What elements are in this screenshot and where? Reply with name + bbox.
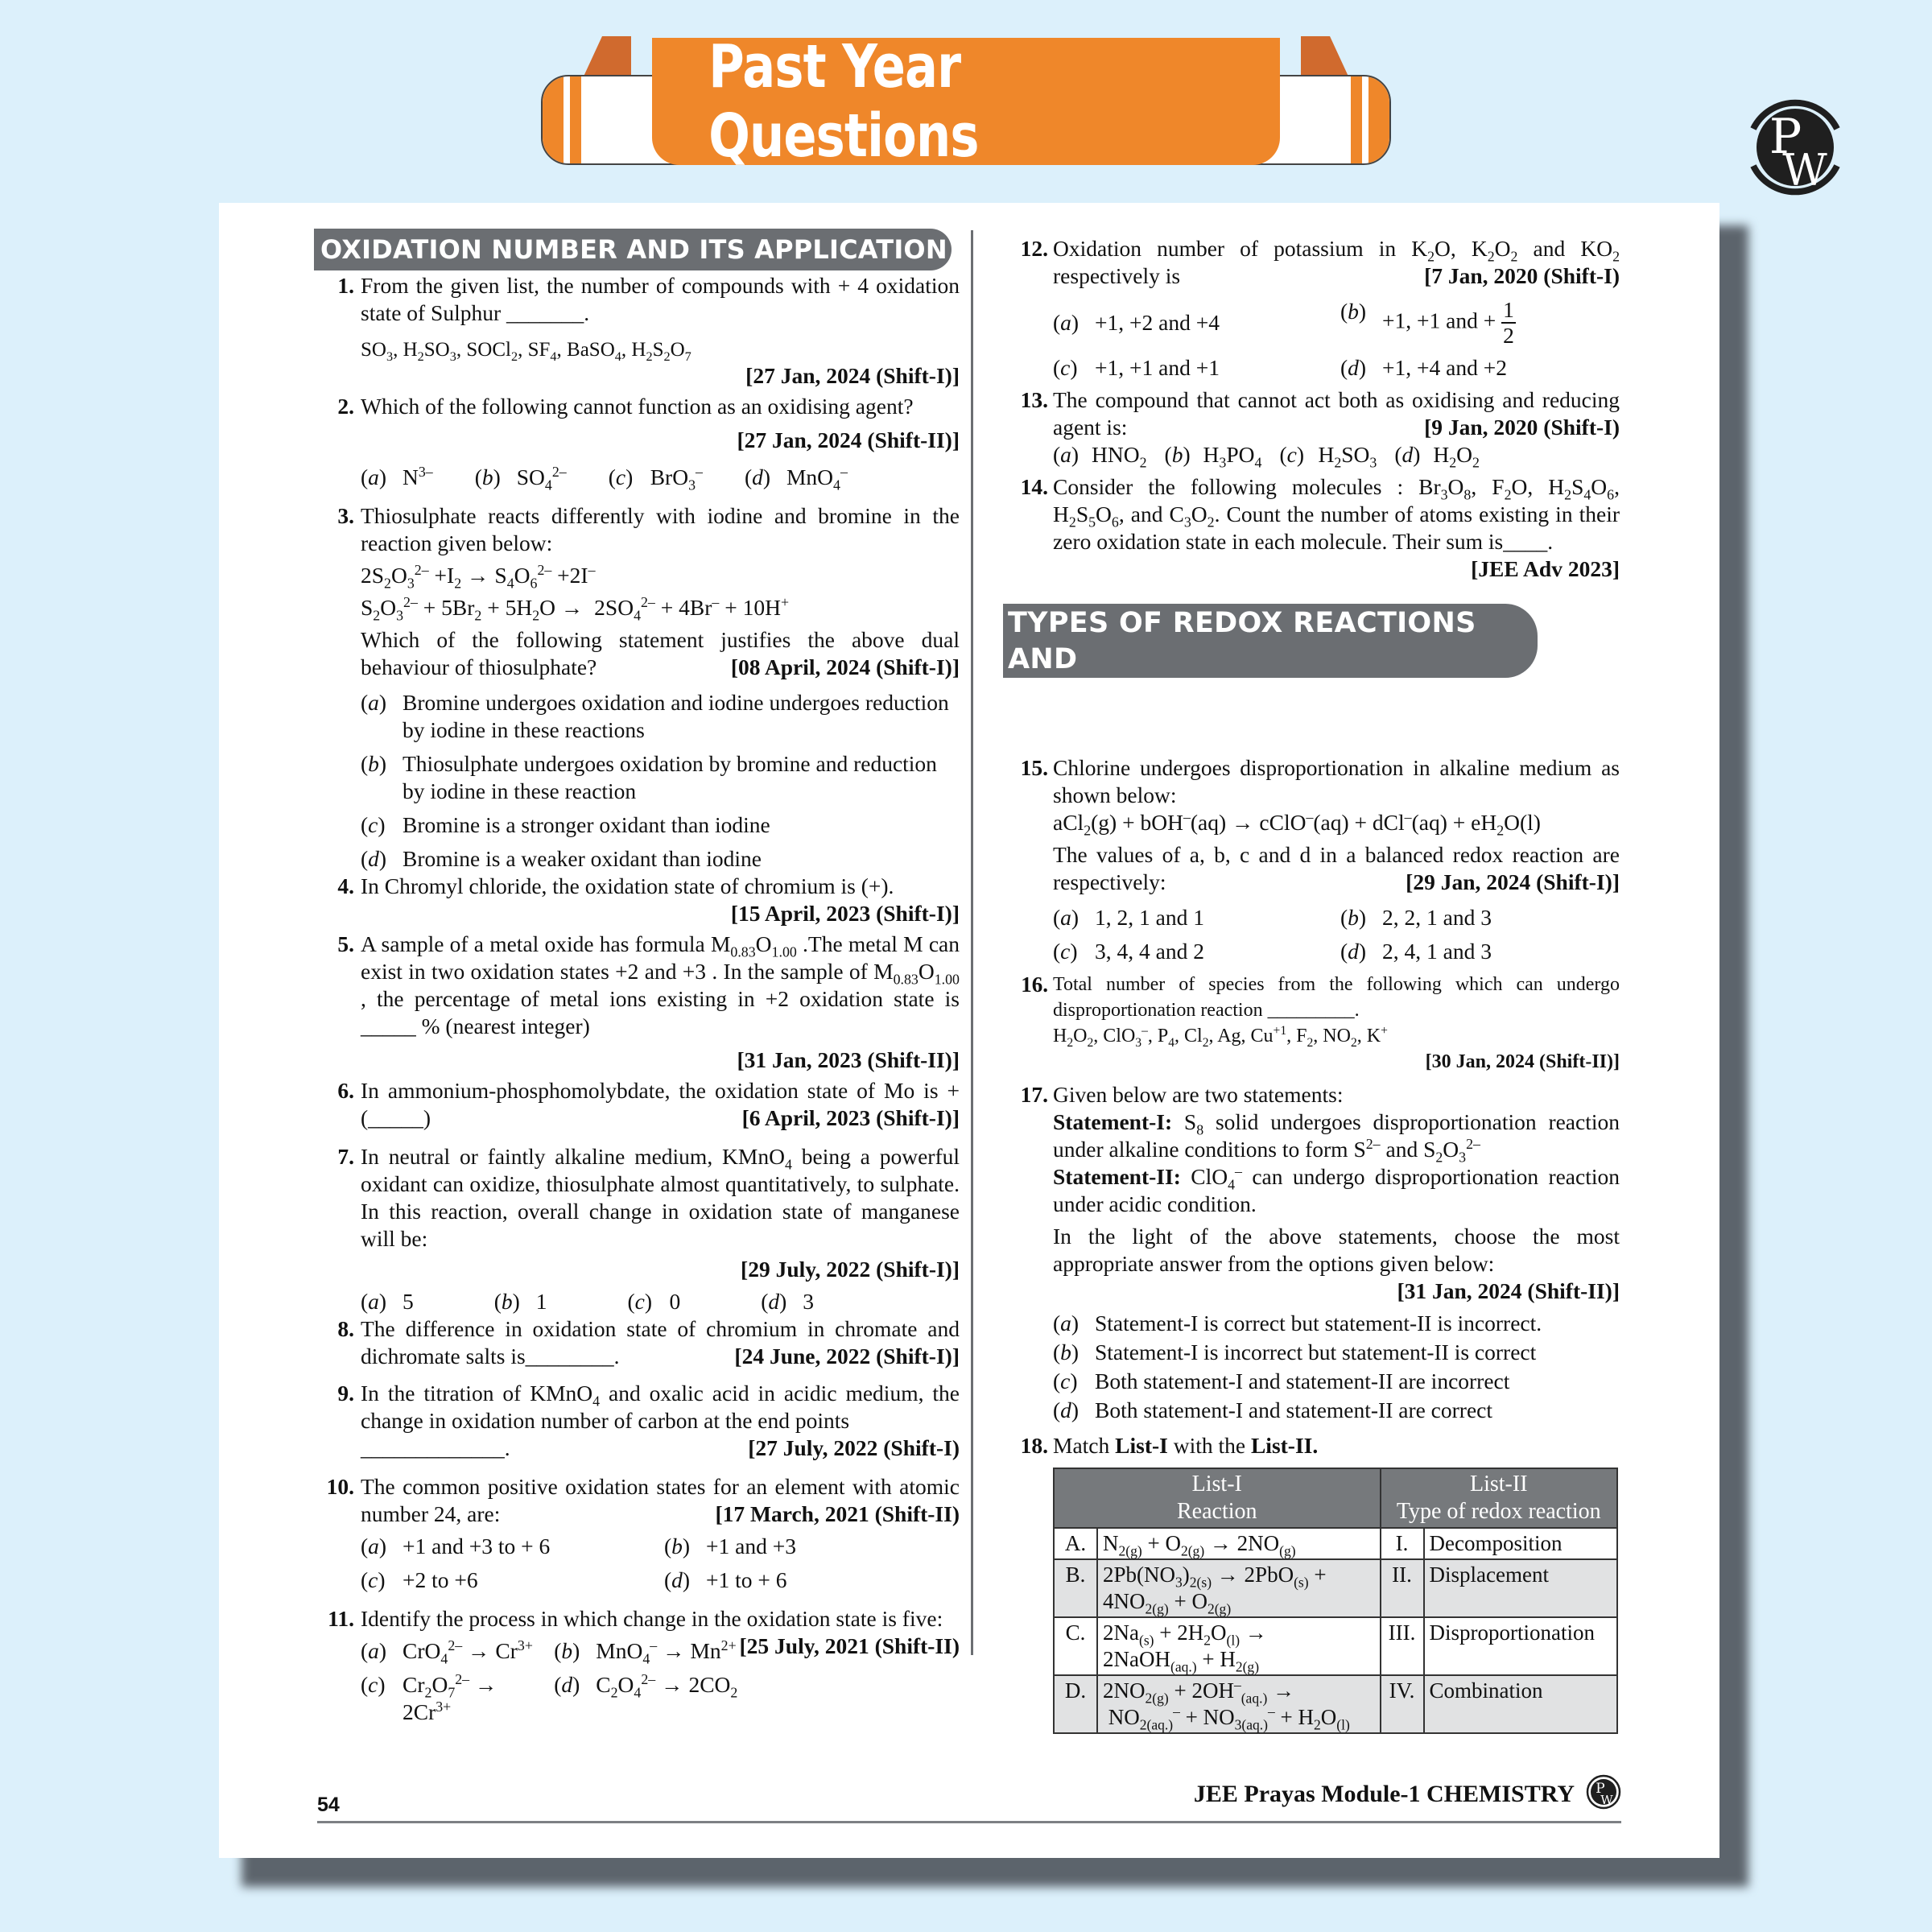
question-source: [JEE Adv 2023] bbox=[1471, 556, 1620, 581]
equation-1: $2S_2O_3^{2-} +I_2 \to S_4O_6^{2-} +2I^-$ bbox=[361, 561, 596, 592]
footer-rule bbox=[317, 1821, 1621, 1823]
option-b[interactable]: (b) Thiosulphate undergoes oxidation by bromine and reduction by iodine in these reaction bbox=[361, 751, 937, 803]
question-text: Given below are two statements: bbox=[1053, 1082, 1344, 1107]
species-list: $H_2O_2$, ClO$_3$–, $P_4$, $Cl_2$, Ag, $Cu^{+1}$, $F_2$, $NO_2$, K+ bbox=[1053, 1024, 1388, 1050]
question-source: [29 Jan, 2024 (Shift-I)] bbox=[1406, 869, 1620, 894]
option-d[interactable]: (d) $H_2O_2$ bbox=[1394, 442, 1480, 471]
question-source: [15 April, 2023 (Shift-I)] bbox=[730, 901, 960, 926]
question-text: Oxidation number of potassium in $K_2O$, $K_2O_2$ and $KO_2$ respectively is [7 Jan, 2020 (Shift-I) bbox=[1053, 236, 1620, 288]
question-12: 12. Oxidation number of potassium in $K_2O$, $K_2O_2$ and $KO_2$ respectively is [7 Jan, 2020 (Shift-I) (a) +1, +2 and +4 (b) +1, +1 and + $\frac{1}{2}$ (c) +1, +1 and +1 (d) +1, +4 and +2 bbox=[1020, 236, 1620, 380]
document-page bbox=[219, 203, 1719, 1858]
question-10: 10. The common positive oxidation states for an element with atomic number 24, are: [17 March, 2021 (Shift-II) (a) +1 and +3 to + 6 (b) +1 and +3 (c) +2 to +6 (d) +1 to + 6 bbox=[326, 1474, 960, 1592]
option-b[interactable]: (b) 1 bbox=[493, 1289, 547, 1314]
question-9: 9. In the titration of KMnO$_4$ and oxalic acid in acidic medium, the change in oxidation number of carbon at the end points _____________. [27 July, 2022 (Shift-I) bbox=[337, 1381, 960, 1460]
svg-text:P: P bbox=[1596, 1781, 1605, 1797]
table-row: B. $2Pb(NO_3)_{2(s)} \to 2PbO_{(s)}$ + $4NO_{2(g)} + O_{2(g)}$ II. Displacement bbox=[1054, 1559, 1617, 1617]
banner-title: Past Year Questions bbox=[708, 32, 979, 171]
question-source: [25 July, 2021 (Shift-II) bbox=[739, 1633, 960, 1658]
option-c[interactable]: (c) BrO$_3$– bbox=[608, 463, 703, 493]
question-text: Identify the process in which change in the oxidation state is five: bbox=[361, 1606, 943, 1631]
question-source: [31 Jan, 2023 (Shift-II)] bbox=[737, 1047, 960, 1072]
question-text: Consider the following molecules : $Br_3O_8$, $F_2O$, $H_2S_4O_6$, $H_2S_5O_6$, and $C_3O_2$. Count the number of atoms existing in their zero oxidation state in each molecule. Their sum is____. bbox=[1053, 474, 1620, 554]
book-title: JEE Prayas Module-1 CHEMISTRY bbox=[1193, 1781, 1575, 1807]
question-text: Chlorine undergoes disproportionation in alkaline medium as shown below: bbox=[1053, 755, 1620, 807]
question-2: 2. Which of the following cannot function as an oxidising agent? [27 Jan, 2024 (Shift-II)] (a) $N^{3-}$ (b) $SO_4^{2-}$ (c) BrO$_3$– (d) MnO$_4$– bbox=[337, 394, 960, 493]
option-b[interactable]: (b) $H_3PO_4$ bbox=[1164, 442, 1262, 471]
question-text: From the given list, the number of compounds with + 4 oxidation state of Sulphur _______. bbox=[361, 273, 960, 325]
question-text: Total number of species from the following which can undergo disproportionation reaction _________. bbox=[1053, 974, 1620, 1021]
question-14: 14. Consider the following molecules : $Br_3O_8$, $F_2O$, $H_2S_4O_6$, $H_2S_5O_6$, and $C_3O_2$. Count the number of atoms existing in their zero oxidation state in each molecule. Their sum is____. [JEE Adv 2023] bbox=[1020, 474, 1620, 581]
svg-text:W: W bbox=[1782, 145, 1827, 196]
option-a[interactable]: (a) Statement-I is correct but statement-II is incorrect. bbox=[1053, 1311, 1542, 1335]
question-source: [9 Jan, 2020 (Shift-I) bbox=[1424, 415, 1620, 440]
table-row: C. $2Na_{(s)} + 2H_2O_{(l)}$ → 2NaOH$_{(aq.)}$ + $H_{2(g)}$ III. Disproportionation bbox=[1054, 1617, 1617, 1675]
equation: aCl$_2$(g) + bOH–(aq) → cClO–(aq) + $dCl^-(aq) + eH_2O(l)$ bbox=[1053, 808, 1541, 839]
section-heading-oxidation-number: OXIDATION NUMBER AND ITS APPLICATION bbox=[314, 229, 952, 270]
option-d[interactable]: (d) MnO$_4$– bbox=[744, 463, 848, 493]
equation-2: $S_2O_3^{2-} + 5Br_2 + 5H_2O \to 2SO_4^{2-} + 4Br^- + 10H^+$ bbox=[361, 593, 790, 624]
banner-fold-right bbox=[1301, 36, 1349, 78]
table-header-list-1: List-I Reaction bbox=[1054, 1468, 1381, 1528]
question-11: 11. Identify the process in which change in the oxidation state is five: [25 July, 2021 (Shift-II) (a) $CrO_4^{2-} \to Cr^{3+}$ (b) $MnO_4^- \to Mn^{2+}$ (c) $Cr_2O_7^{2-} \to 2Cr^{3+}$ (d) $C_2O_4^{2-} \to 2CO_2$ bbox=[328, 1606, 960, 1724]
question-source: [24 June, 2022 (Shift-I)] bbox=[734, 1344, 960, 1368]
question-text-2: The values of a, b, c and d in a balanced redox reaction are respectively: bbox=[1053, 842, 1620, 894]
pw-footer-logo-icon bbox=[1586, 1774, 1621, 1810]
question-source: [27 Jan, 2024 (Shift-II)] bbox=[737, 427, 960, 452]
question-source: [17 March, 2021 (Shift-II) bbox=[715, 1501, 960, 1526]
question-17: 17. Given below are two statements: Statement-I: $S_8$ solid undergoes disproportionation reaction under alkaline conditions to form $S^{2-}$ and $S_2O_3^{2-}$ Statement-II: ClO$_4$– can undergo disproportionation reaction under acidic condition. In the light of the above statements, choose the most appropriate answer from the options given below: [31 Jan, 2024 (Shift-II)] (a) Statement-I is correct but statement-II is incorrect. (b) Statement-I is incorrect but statement-II is correct (c) Both statement-I and statement-II are incorrect (d) Both statement-I and statement-II are correct bbox=[1020, 1082, 1620, 1422]
option-c[interactable]: (c) $H_2SO_3$ bbox=[1279, 442, 1377, 471]
table-row: A. $N_{2(g)} + O_{2(g)} \to 2NO_{(g)}$ I. Decomposition bbox=[1054, 1528, 1617, 1559]
option-d[interactable]: (d) 2, 4, 1 and 3 bbox=[1340, 939, 1492, 964]
banner-tab bbox=[652, 32, 1280, 171]
option-b[interactable]: (b) +1 and +3 bbox=[664, 1534, 796, 1558]
svg-text:P: P bbox=[1769, 109, 1802, 165]
option-a[interactable]: (a) 1, 2, 1 and 1 bbox=[1053, 905, 1204, 930]
options bbox=[1053, 1310, 1620, 1424]
option-d[interactable]: (d) Bromine is a weaker oxidant than iodine bbox=[361, 846, 762, 871]
option-c[interactable]: (c) $Cr_2O_7^{2-} \to 2Cr^{3+}$ bbox=[361, 1670, 497, 1724]
question-source: [27 July, 2022 (Shift-I) bbox=[748, 1435, 960, 1460]
options bbox=[361, 689, 960, 873]
question-15: 15. Chlorine undergoes disproportionation in alkaline medium as shown below: aCl$_2$(g) + bOH–(aq) → cClO–(aq) + $dCl^-(aq) + eH_2O(l)$ The values of a, b, c and d in a balanced redox reaction are respectively: [29 Jan, 2024 (Shift-I)] (a) 1, 2, 1 and 1 (b) 2, 2, 1 and 3 (c) 3, 4, 4 and 2 (d) 2, 4, 1 and 3 bbox=[1020, 755, 1620, 964]
option-d[interactable]: (d) Both statement-I and statement-II are correct bbox=[1053, 1397, 1493, 1422]
question-source: [7 Jan, 2020 (Shift-I) bbox=[1424, 263, 1620, 288]
option-c[interactable]: (c) +1, +1 and +1 bbox=[1053, 355, 1220, 380]
question-13: 13. The compound that cannot act both as oxidising and reducing agent is: [9 Jan, 2020 (Shift-I) (a) $HNO_2$ (b) $H_3PO_4$ (c) $H_2SO_3$ (d) $H_2O_2$ bbox=[1020, 387, 1620, 471]
page-banner bbox=[541, 32, 1391, 171]
question-source: [27 Jan, 2024 (Shift-I)] bbox=[745, 363, 960, 388]
question-3: 3. Thiosulphate reacts differently with iodine and bromine in the reaction given below: $2S_2O_3^{2-} +I_2 \to S_4O_6^{2-} +2I^-$ $S_2O_3^{2-} + 5Br_2 + 5H_2O \to 2SO_4^{2-} + 4Br^- + 10H^+$ Which of the following statement justifies the above dual behaviour of thiosulphate? [08 April, 2024 (Shift-I)] (a) Bromine undergoes oxidation and iodine undergoes reduction by iodine in these reactions (b) Thiosulphate undergoes oxidation by bromine and reduction by iodine in these reaction (c) Bromine is a stronger oxidant than iodine (d) Bromine is a weaker oxidant than iodine bbox=[337, 503, 960, 871]
options bbox=[361, 1533, 960, 1594]
page-number: 54 bbox=[317, 1794, 340, 1816]
question-4: 4. In Chromyl chloride, the oxidation state of chromium is (+). [15 April, 2023 (Shift-I)] bbox=[337, 873, 960, 926]
question-source: [29 July, 2022 (Shift-I)] bbox=[741, 1257, 960, 1282]
options bbox=[1053, 298, 1620, 382]
options bbox=[361, 1637, 740, 1726]
column-divider bbox=[971, 230, 973, 1655]
option-b[interactable]: (b) $MnO_4^- \to Mn^{2+}$ bbox=[554, 1637, 737, 1667]
question-5: 5. A sample of a metal oxide has formula $M_{0.83}O_{1.00}$ .The metal M can exist in two oxidation states +2 and +3 . In the sample of $M_{0.83}O_{1.00}$ , the percentage of metal ions existing in +2 oxidation state is _____ % (nearest integer) [31 Jan, 2023 (Shift-II)] bbox=[337, 931, 960, 1072]
match-table bbox=[1053, 1468, 1618, 1734]
option-c[interactable]: (c) 0 bbox=[627, 1289, 681, 1314]
options bbox=[361, 1288, 960, 1315]
question-7: 7. In neutral or faintly alkaline medium, KMnO$_4$ being a powerful oxidant can oxidize, thiosulphate almost quantitatively, to sulphate. In this reaction, overall change in oxidation state of manganese will be: [29 July, 2022 (Shift-I)] (a) 5 (b) 1 (c) 0 (d) 3 bbox=[337, 1144, 960, 1314]
question-text-2: In the light of the above statements, choose the most appropriate answer from the options given below: bbox=[1053, 1224, 1620, 1276]
question-text-2: Which of the following statement justifies the above dual behaviour of thiosulphate? bbox=[361, 627, 960, 679]
pw-logo-icon bbox=[1739, 90, 1852, 203]
option-d[interactable]: (d) +1 to + 6 bbox=[664, 1567, 787, 1592]
option-b[interactable]: (b) Statement-I is incorrect but statement-II is correct bbox=[1053, 1340, 1537, 1364]
question-source: [31 Jan, 2024 (Shift-II)] bbox=[1397, 1278, 1620, 1303]
question-source: [30 Jan, 2024 (Shift-II)] bbox=[1425, 1051, 1620, 1072]
options bbox=[1053, 904, 1620, 965]
option-d[interactable]: (d) +1, +4 and +2 bbox=[1340, 355, 1507, 380]
question-text: A sample of a metal oxide has formula $M_{0.83}O_{1.00}$ .The metal M can exist in two oxidation states +2 and +3 . In the sample of $M_{0.83}O_{1.00}$ , the percentage of metal ions existing in +2 oxidation state is _____ % (nearest integer) bbox=[361, 931, 960, 1038]
option-c[interactable]: (c) 3, 4, 4 and 2 bbox=[1053, 939, 1204, 964]
right-column bbox=[1008, 235, 1620, 1734]
option-b[interactable]: (b) 2, 2, 1 and 3 bbox=[1340, 905, 1492, 930]
formula-list: $SO_3$, $H_2SO_3$, SOCl$_2$, $SF_4$, BaSO$_4$, $H_2S_2O_7$ bbox=[361, 339, 691, 364]
banner-fold-left bbox=[583, 36, 631, 78]
question-source: [6 April, 2023 (Shift-I)] bbox=[741, 1105, 960, 1130]
option-c[interactable]: (c) +2 to +6 bbox=[361, 1567, 478, 1592]
left-column bbox=[314, 229, 960, 1726]
question-8: 8. The difference in oxidation state of chromium in chromate and dichromate salts is________. [24 June, 2022 (Shift-I)] bbox=[337, 1316, 960, 1368]
option-d[interactable]: (d) 3 bbox=[761, 1289, 814, 1314]
question-18: 18. Match List-I with the List-II. List-I Reaction List-II Type of redox reaction A. $N_{2(g)} + O_{2(g)} \to 2NO_{(g)}$ I. Decomposition B. $2Pb(NO_3)_{2(s)} \to 2PbO_{(s)}$ + $4NO_{2(g)} + O_{2(g)}$ II. Displacement C. $2Na_{(s)} + 2H_2O_{(l)}$ → 2NaOH$_{(aq.)}$ + $H_{2(g)}$ III. Disproportionation D. $2NO_{2(g)} + 2OH^-_{(aq.)}$ → $NO_{2(aq.)}^- + NO_{3(aq.)}^- + H_2O_{(l)}$ IV. Combination bbox=[1008, 1432, 1620, 1734]
section-heading-redox-types: TYPES OF REDOX REACTIONS AND BALANCING OF REDOX REACTIONS bbox=[1003, 604, 1538, 678]
option-b[interactable]: (b) $SO_4^{2-}$ bbox=[474, 463, 567, 493]
question-6: 6. In ammonium-phosphomolybdate, the oxidation state of Mo is + (_____) [6 April, 2023 (Shift-I)] bbox=[337, 1078, 960, 1130]
option-c[interactable]: (c) Bromine is a stronger oxidant than iodine bbox=[361, 812, 770, 837]
option-a[interactable]: (a) +1, +2 and +4 bbox=[1053, 310, 1220, 335]
option-a[interactable]: (a) $CrO_4^{2-} \to Cr^{3+}$ bbox=[361, 1637, 533, 1667]
statement-1: Statement-I: $S_8$ solid undergoes disproportionation reaction under alkaline conditions to form $S^{2-}$ and $S_2O_3^{2-}$ bbox=[1053, 1109, 1620, 1166]
option-a[interactable]: (a) +1 and +3 to + 6 bbox=[361, 1534, 551, 1558]
option-a[interactable]: (a) $HNO_2$ bbox=[1053, 442, 1147, 471]
question-text: In the titration of KMnO$_4$ and oxalic acid in acidic medium, the change in oxidation number of carbon at the end points bbox=[361, 1381, 960, 1433]
option-d[interactable]: (d) $C_2O_4^{2-} \to 2CO_2$ bbox=[554, 1670, 738, 1701]
question-text: Match List-I with the List-II. bbox=[1053, 1433, 1319, 1458]
question-text: In Chromyl chloride, the oxidation state of chromium is (+). bbox=[361, 873, 894, 898]
statement-2: Statement-II: ClO$_4$– can undergo disproportionation reaction under acidic condition. bbox=[1053, 1162, 1620, 1216]
question-text: The difference in oxidation state of chromium in chromate and dichromate salts is________. bbox=[361, 1316, 960, 1368]
option-b[interactable]: (b) +1, +1 and + $\frac{1}{2}$ bbox=[1340, 297, 1514, 348]
question-source: [08 April, 2024 (Shift-I)] bbox=[730, 654, 960, 679]
question-1: 1. From the given list, the number of compounds with + 4 oxidation state of Sulphur _______. $SO_3$, $H_2SO_3$, SOCl$_2$, $SF_4$, BaSO$_4$, $H_2S_2O_7$ [27 Jan, 2024 (Shift-I)] bbox=[337, 273, 960, 388]
question-text: In neutral or faintly alkaline medium, KMnO$_4$ being a powerful oxidant can oxidize, thiosulphate almost quantitatively, to sulphate. In this reaction, overall change in oxidation state of manganese will be: bbox=[361, 1144, 960, 1251]
answer-blank: _____________. bbox=[361, 1435, 510, 1460]
question-16: 16. Total number of species from the following which can undergo disproportionation reaction _________. $H_2O_2$, ClO$_3$–, $P_4$, $Cl_2$, Ag, $Cu^{+1}$, $F_2$, $NO_2$, K+ [30 Jan, 2024 (Shift-II)] bbox=[1008, 972, 1620, 1075]
option-c[interactable]: (c) Both statement-I and statement-II are incorrect bbox=[1053, 1368, 1510, 1393]
options bbox=[1053, 441, 1620, 469]
table-header-list-2: List-II Type of redox reaction bbox=[1381, 1468, 1618, 1528]
question-text: The compound that cannot act both as oxidising and reducing agent is: bbox=[1053, 387, 1620, 440]
question-text: In ammonium-phosphomolybdate, the oxidation state of Mo is + (_____) bbox=[361, 1078, 960, 1130]
table-row: D. $2NO_{2(g)} + 2OH^-_{(aq.)}$ → $NO_{2(aq.)}^- + NO_{3(aq.)}^- + H_2O_{(l)}$ IV. Combination bbox=[1054, 1675, 1617, 1733]
question-text: The common positive oxidation states for an element with atomic number 24, are: bbox=[361, 1474, 960, 1526]
svg-text:W: W bbox=[1600, 1793, 1613, 1807]
question-text: Thiosulphate reacts differently with iodine and bromine in the reaction given below: bbox=[361, 503, 960, 555]
question-text: Which of the following cannot function as an oxidising agent? bbox=[361, 394, 914, 419]
options bbox=[361, 464, 960, 491]
option-a[interactable]: (a) Bromine undergoes oxidation and iodine undergoes reduction by iodine in these reactions bbox=[361, 690, 949, 742]
option-a[interactable]: (a) 5 bbox=[361, 1289, 414, 1314]
option-a[interactable]: (a) $N^{3-}$ bbox=[361, 463, 433, 489]
